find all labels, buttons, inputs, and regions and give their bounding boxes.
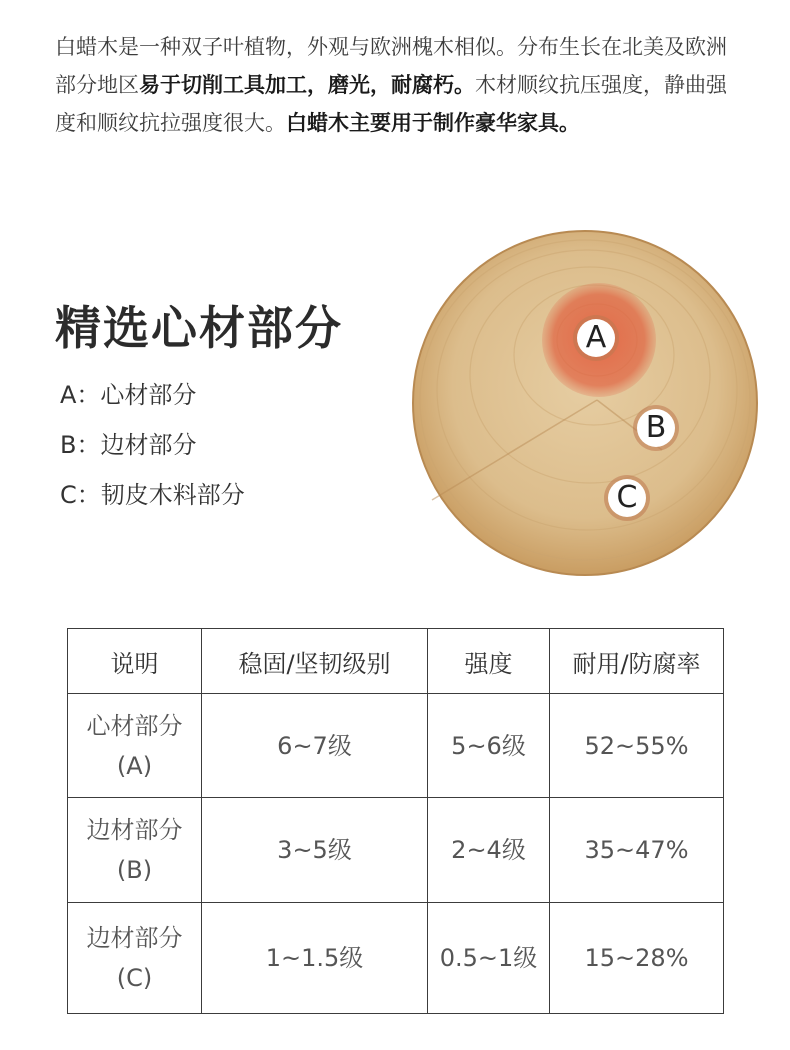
row-strength: 5~6级: [428, 694, 550, 798]
row-code: (A): [116, 751, 153, 780]
grade-table: [67, 628, 724, 1014]
row-durability: 52~55%: [550, 694, 724, 798]
table-row: [68, 694, 724, 798]
header-description: 说明: [68, 629, 202, 694]
legend-item-a: A：心材部分: [60, 381, 197, 409]
intro-bold-1: 易于切削工具加工，磨光，耐腐朽。: [139, 73, 475, 97]
header-stability: 稳固/坚韧级别: [202, 629, 428, 694]
table-header-row: [68, 629, 724, 694]
header-strength: 强度: [428, 629, 550, 694]
row-name: 边材部分: [86, 924, 183, 952]
row-name-cell: [68, 694, 202, 798]
row-strength: 2~4级: [428, 798, 550, 903]
header-durability: 耐用/防腐率: [550, 629, 724, 694]
row-durability: 15~28%: [550, 903, 724, 1014]
row-name-cell: [68, 798, 202, 903]
row-code: (C): [116, 964, 153, 992]
table-row: [68, 798, 724, 903]
row-name: 边材部分: [86, 816, 183, 844]
parts-legend: [60, 383, 245, 533]
table-row: [68, 903, 724, 1014]
wood-cross-section: [412, 230, 758, 576]
row-name: 心材部分: [86, 711, 183, 740]
row-code: (B): [116, 856, 153, 884]
intro-bold-2: 白蜡木主要用于制作豪华家具。: [286, 111, 580, 135]
legend-item-c: C：韧皮木料部分: [60, 481, 245, 509]
row-strength: 0.5~1级: [428, 903, 550, 1014]
intro-text-1: 白蜡木是一种双子叶植物，外观与欧洲槐木相似。分布生长在北美及欧洲部分地区: [55, 35, 727, 97]
section-heading: 精选心材部分: [55, 301, 343, 355]
wood-slice-image: [412, 230, 758, 576]
marker-c: C: [608, 479, 646, 517]
marker-b: B: [637, 409, 675, 447]
row-stability: 6~7级: [202, 694, 428, 798]
row-name-cell: [68, 903, 202, 1014]
intro-paragraph: [55, 28, 745, 142]
row-stability: 3~5级: [202, 798, 428, 903]
marker-a: A: [577, 319, 615, 357]
row-stability: 1~1.5级: [202, 903, 428, 1014]
row-durability: 35~47%: [550, 798, 724, 903]
legend-item-b: B：边材部分: [60, 431, 197, 459]
intro-text-2: 木材顺纹抗压强度，静曲强度和顺纹抗拉强度很大。: [55, 73, 727, 135]
